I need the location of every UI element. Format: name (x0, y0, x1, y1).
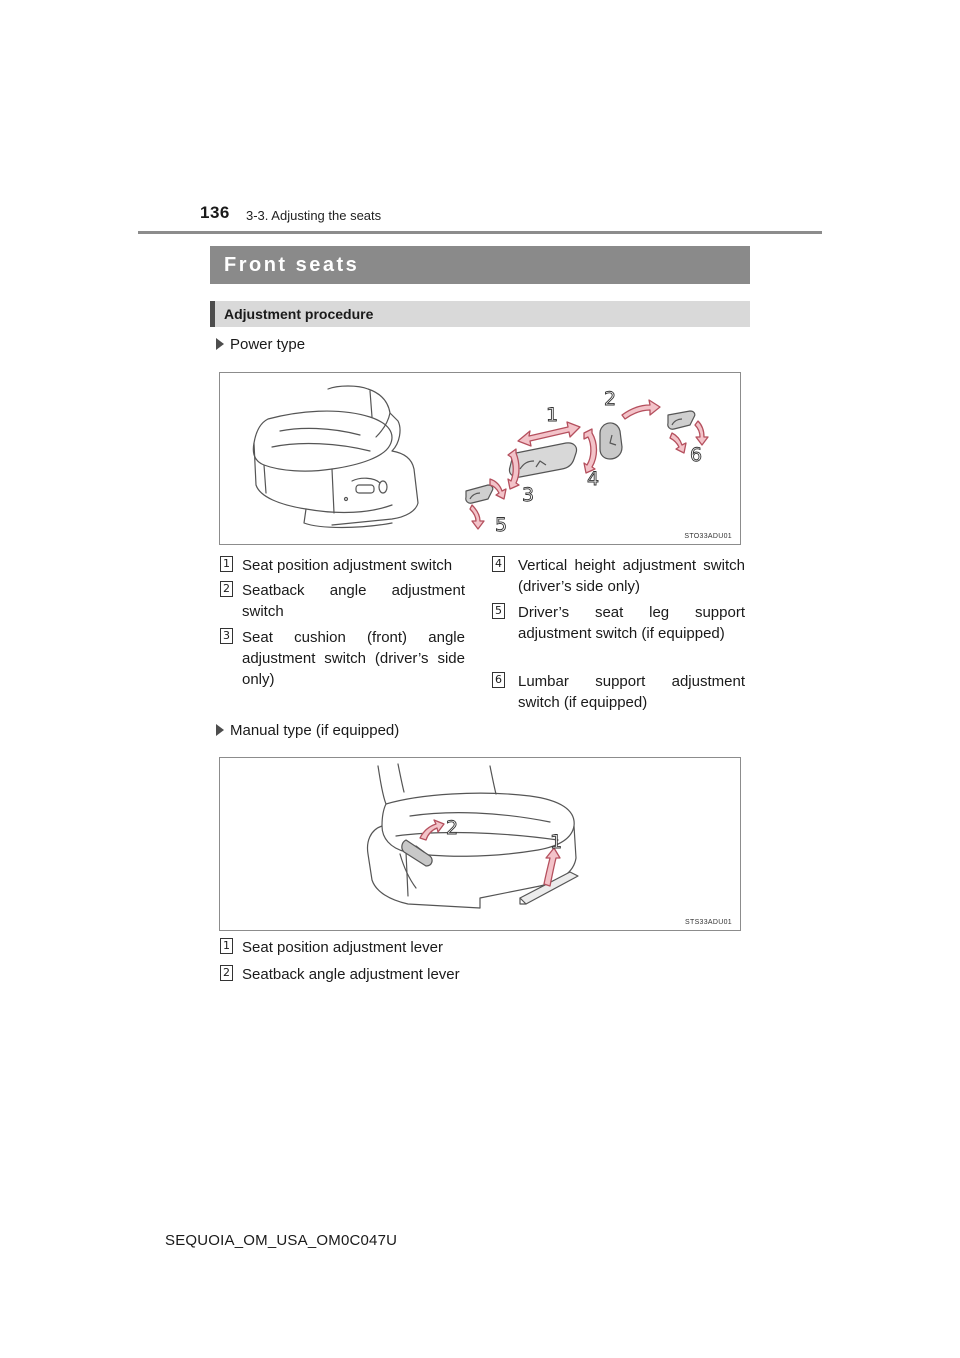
section-banner (210, 246, 750, 284)
item-number: 2 (220, 965, 233, 981)
item-number: 1 (220, 556, 233, 572)
power-item-3 (220, 627, 465, 690)
callout-5: 5 (495, 514, 508, 536)
bullet-arrow-icon (216, 338, 224, 350)
callout-1: 1 (546, 404, 559, 426)
subsection-title: Adjustment procedure (224, 306, 374, 322)
arrow-seatback-lever (420, 820, 444, 840)
item-text: Driver’s seat leg support adjustment switch (if equipped) (518, 604, 745, 642)
power-seat-illustration (220, 373, 742, 546)
seat-outline-drawing (253, 386, 418, 528)
power-type-bullet (216, 336, 305, 353)
document-code-footer: SEQUOIA_OM_USA_OM0C047U (165, 1232, 398, 1249)
callout-2: 2 (604, 388, 617, 410)
item-number: 3 (220, 628, 233, 644)
arrow-seatback-tilt (622, 400, 660, 419)
item-text: Vertical height adjustment switch (driver’s side only) (518, 557, 745, 595)
callout-2: 2 (446, 817, 459, 839)
item-number: 4 (492, 556, 505, 572)
manual-seat-figure (219, 757, 741, 931)
figure-code: STS33ADU01 (685, 919, 732, 926)
power-item-4 (492, 555, 745, 597)
arrow-lumbar-a (695, 421, 708, 445)
power-item-2 (220, 580, 465, 622)
item-text: Seatback angle adjustment lever (242, 966, 460, 983)
power-item-1 (220, 555, 465, 576)
page-number: 136 (200, 203, 230, 222)
section-title: Front seats (224, 254, 360, 276)
arrow-lumbar-b (670, 433, 686, 453)
item-number: 1 (220, 938, 233, 954)
item-number: 5 (492, 603, 505, 619)
callout-3: 3 (522, 484, 535, 506)
power-seat-figure (219, 372, 741, 545)
bullet-arrow-icon (216, 724, 224, 736)
power-type-label: Power type (230, 336, 306, 353)
seat-outline-drawing (368, 764, 578, 908)
manual-type-bullet (216, 722, 399, 739)
manual-seat-illustration (220, 758, 742, 932)
item-text: Seatback angle adjustment switch (242, 582, 465, 620)
item-text: Seat position adjustment lever (242, 939, 443, 956)
item-number: 2 (220, 581, 233, 597)
callout-1: 1 (550, 831, 563, 853)
item-number: 6 (492, 672, 505, 688)
running-head: 3-3. Adjusting the seats (246, 208, 382, 223)
manual-item-2 (220, 964, 520, 985)
callout-6: 6 (690, 444, 703, 466)
power-item-6 (492, 671, 745, 713)
power-item-5 (492, 602, 745, 644)
item-text: Seat cushion (front) angle adjustment switch (driver’s side only) (242, 629, 465, 688)
arrow-vertical-height (584, 429, 597, 473)
subsection-banner (210, 301, 750, 327)
item-text: Seat position adjustment switch (242, 557, 453, 574)
callout-4: 4 (587, 468, 600, 490)
adjustment-arrows (420, 820, 563, 886)
manual-item-1 (220, 937, 520, 958)
item-text: Lumbar support adjustment switch (if equipped) (518, 673, 745, 711)
header-rule (138, 231, 822, 234)
manual-type-label: Manual type (if equipped) (230, 722, 400, 739)
figure-code: STO33ADU01 (684, 533, 732, 540)
arrow-leg-support-b (470, 505, 484, 529)
manual-callouts (446, 817, 562, 853)
